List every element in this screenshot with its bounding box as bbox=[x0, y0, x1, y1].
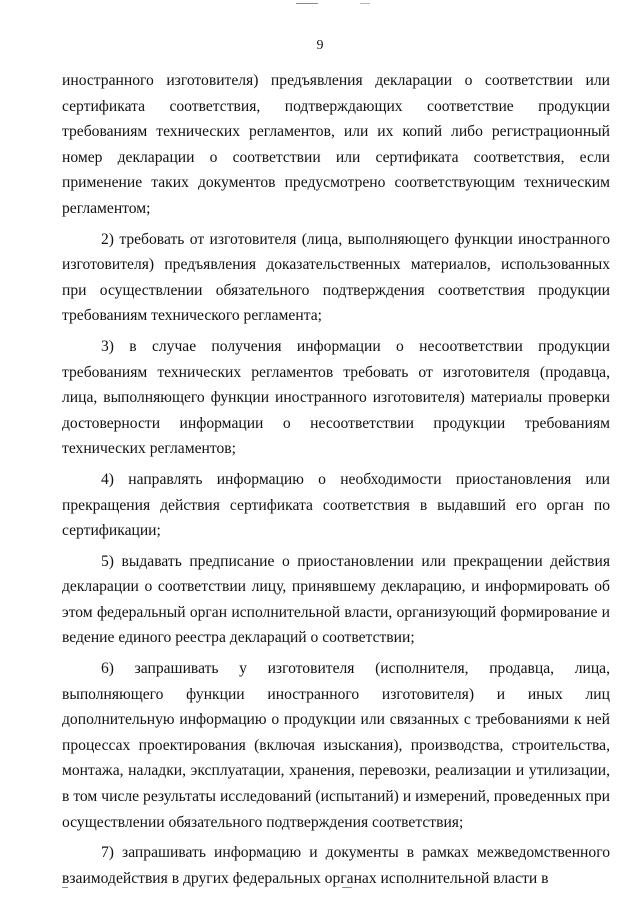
list-item-4: 4) направлять информацию о необходимости приостановления или прекращения действия сертификата соответствия в выдавший его орган по сертификации; bbox=[62, 470, 610, 540]
list-item-7: 7) запрашивать информацию и документы в рамках межведомственного взаимодействия в других федеральных органах исполнительной власти в bbox=[62, 844, 610, 887]
scan-artifact bbox=[342, 887, 352, 888]
scan-artifact bbox=[62, 887, 68, 888]
list-item-3: 3) в случае получения информации о несоответствии продукции требованиям технических регламентов требовать от изготовителя (продавца, лица, выполняющего функции иностранного изготовителя) материалы проверки достоверности информации о несоответствии продукции требованиям технических регламентов; bbox=[62, 337, 610, 458]
paragraph-continuation: иностранного изготовителя) предъявления декларации о соответствии или сертификата соответствия, подтверждающих соответствие продукции требованиям технических регламентов, или их копий либо регистрационный номер декларации о соответствии или сертификата соответствия, если применение таких документов предусмотрено соответствующим техническим регламентом; bbox=[62, 72, 610, 217]
page-number: 9 bbox=[316, 38, 324, 53]
document-body bbox=[62, 68, 610, 896]
list-item-2: 2) требовать от изготовителя (лица, выполняющего функции иностранного изготовителя) предъявления доказательственных материалов, использованных при осуществлении обязательного подтверждения соответствия продукции требованиям технического регламента; bbox=[62, 230, 610, 325]
list-item-5: 5) выдавать предписание о приостановлении или прекращении действия декларации о соответствии лицу, принявшему декларацию, и информировать об этом федеральный орган исполнительной власти, организующий формирование и ведение единого реестра деклараций о соответствии; bbox=[62, 552, 610, 647]
scan-artifact bbox=[296, 3, 318, 4]
scan-artifact bbox=[360, 3, 370, 4]
list-item-6: 6) запрашивать у изготовителя (исполнителя, продавца, лица, выполняющего функции иностранного изготовителя) и иных лиц дополнительную информацию о продукции или связанных с требованиями к ней процессах проектирования (включая изыскания), производства, строительства, монтажа, наладки, эксплуатации, хранения, перевозки, реализации и утилизации, в том числе результаты исследований (испытаний) и измерений, проведенных при осуществлении обязательного подтверждения соответствия; bbox=[62, 660, 610, 831]
